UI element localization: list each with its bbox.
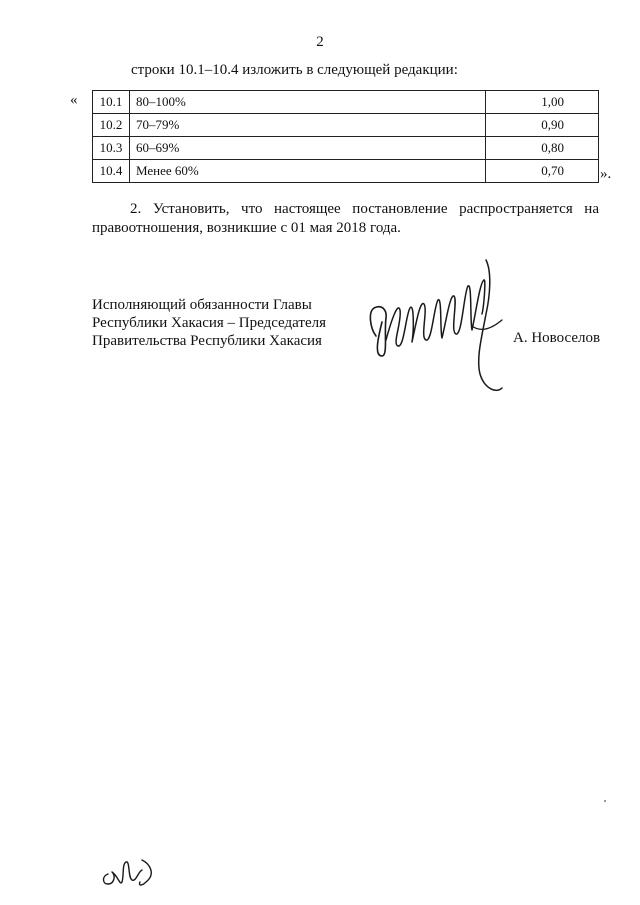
row-range: Менее 60% (130, 160, 486, 183)
signatory-position (92, 296, 326, 350)
row-range: 60–69% (130, 137, 486, 160)
table-row (93, 160, 599, 183)
table-row (93, 114, 599, 137)
paragraph-line-1: 2. Установить, что настоящее постановление распространяется на (130, 201, 599, 217)
scan-speck (604, 800, 606, 802)
handwritten-signature-icon (362, 252, 512, 402)
row-number: 10.3 (93, 137, 130, 160)
row-range: 70–79% (130, 114, 486, 137)
row-value: 1,00 (486, 91, 599, 114)
row-range: 80–100% (130, 91, 486, 114)
paragraph-line-2: правоотношения, возникшие с 01 мая 2018 года. (92, 220, 401, 236)
row-value: 0,80 (486, 137, 599, 160)
page-number: 2 (316, 34, 324, 50)
row-value: 0,70 (486, 160, 599, 183)
row-value: 0,90 (486, 114, 599, 137)
table-row (93, 91, 599, 114)
position-line-3: Правительства Республики Хакасия (92, 333, 322, 349)
signer-name: А. Новоселов (513, 330, 601, 346)
resolution-paragraph (92, 200, 599, 238)
closing-quote: ». (600, 166, 612, 182)
table-row (93, 137, 599, 160)
position-line-2: Республики Хакасия – Председателя (92, 315, 327, 331)
row-number: 10.4 (93, 160, 130, 183)
opening-quote: « (70, 92, 78, 108)
rates-table (92, 90, 599, 183)
intro-text: строки 10.1–10.4 изложить в следующей редакции: (131, 62, 458, 78)
position-line-1: Исполняющий обязанности Главы (92, 297, 312, 313)
handwritten-initials-icon (98, 852, 160, 892)
row-number: 10.2 (93, 114, 130, 137)
row-number: 10.1 (93, 91, 130, 114)
